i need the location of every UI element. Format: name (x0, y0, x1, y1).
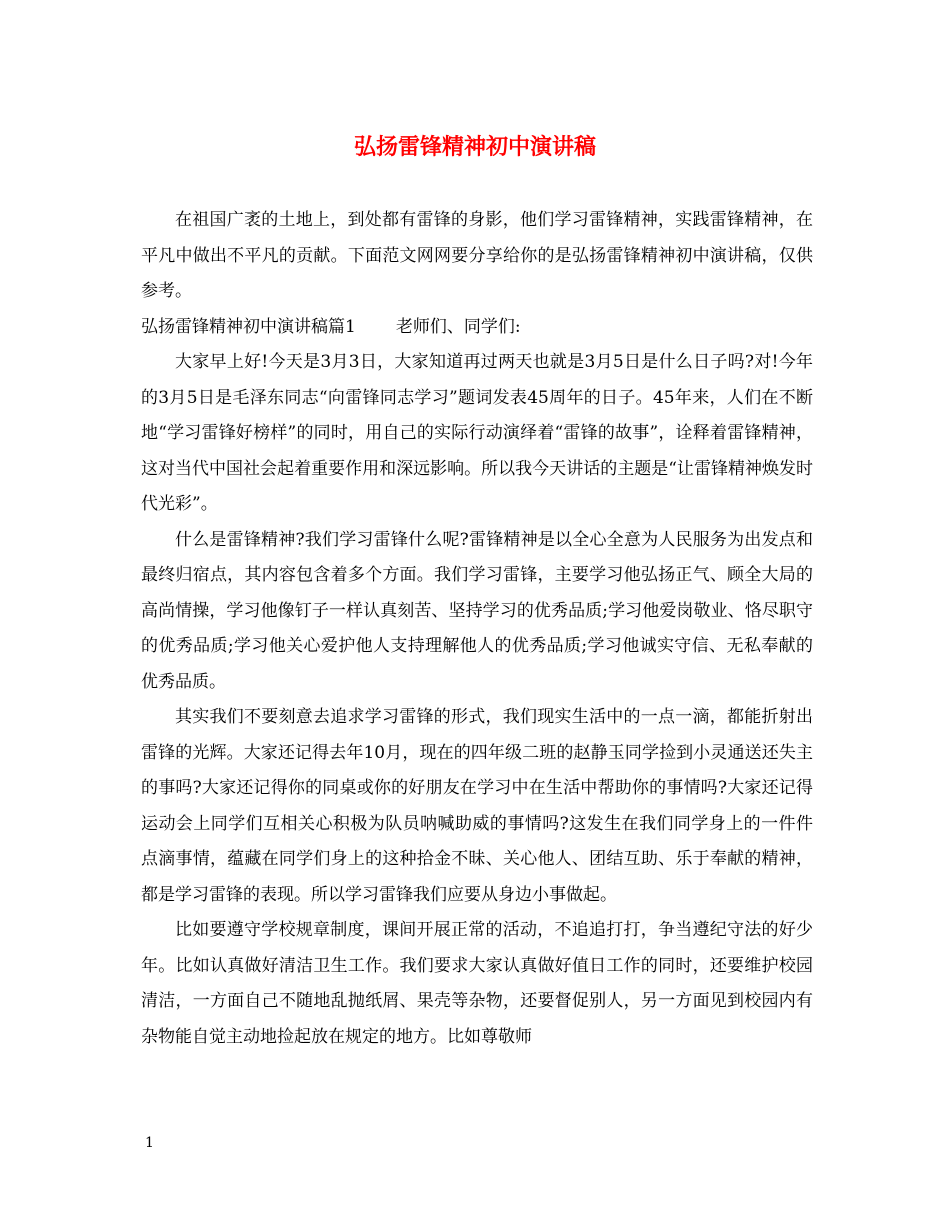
body-paragraph: 比如要遵守学校规章制度，课间开展正常的活动，不追追打打，争当遵纪守法的好少年。比如认真做好清洁卫生工作。我们要求大家认真做好值日工作的同时，还要维护校园清洁，一方面自己不随地乱抛纸屑、果壳等杂物，还要督促别人，另一方面见到校园内有杂物能自觉主动地捡起放在规定的地方。比如尊敬师 (141, 920, 813, 1047)
body-paragraph: 什么是雷锋精神?我们学习雷锋什么呢?雷锋精神是以全心全意为人民服务为出发点和最终归宿点，其内容包含着多个方面。我们学习雷锋，主要学习他弘扬正气、顾全大局的高尚情操，学习他像钉子一样认真刻苦、坚持学习的优秀品质;学习他爱岗敬业、恪尽职守的优秀品质;学习他关心爱护他人支持理解他人的优秀品质;学习他诚实守信、无私奉献的优秀品质。 (141, 529, 813, 692)
intro-paragraph: 在祖国广袤的土地上，到处都有雷锋的身影，他们学习雷锋精神，实践雷锋精神，在平凡中做出不平凡的贡献。下面范文网网要分享给你的是弘扬雷锋精神初中演讲稿，仅供参考。 (141, 210, 813, 301)
document-title: 弘扬雷锋精神初中演讲稿 (353, 134, 596, 160)
document-body (141, 203, 813, 1055)
body-paragraph: 其实我们不要刻意去追求学习雷锋的形式，我们现实生活中的一点一滴，都能折射出雷锋的光辉。大家还记得去年10月，现在的四年级二班的赵静玉同学捡到小灵通送还失主的事吗?大家还记得你的同桌或你的好朋友在学习中在生活中帮助你的事情吗?大家还记得运动会上同学们互相关心积极为队员呐喊助威的事情吗?这发生在我们同学身上的一件件点滴事情，蕴藏在同学们身上的这种拾金不昧、关心他人、团结互助、乐于奉献的精神，都是学习雷锋的表现。所以学习雷锋我们应要从身边小事做起。 (141, 707, 813, 905)
page-number: 1 (145, 1135, 154, 1151)
salutation: 老师们、同学们: (395, 316, 521, 337)
section-heading: 弘扬雷锋精神初中演讲稿篇1 (141, 316, 356, 337)
body-paragraph: 大家早上好!今天是3月3日，大家知道再过两天也就是3月5日是什么日子吗?对!今年的3月5日是毛泽东同志“向雷锋同志学习”题词发表45周年的日子。45年来，人们在不断地“学习雷锋好榜样”的同时，用自己的实际行动演绎着“雷锋的故事”，诠释着雷锋精神，这对当代中国社会起着重要作用和深远影响。所以我今天讲话的主题是“让雷锋精神焕发时代光彩”。 (141, 352, 813, 514)
section-heading-line (141, 310, 813, 346)
